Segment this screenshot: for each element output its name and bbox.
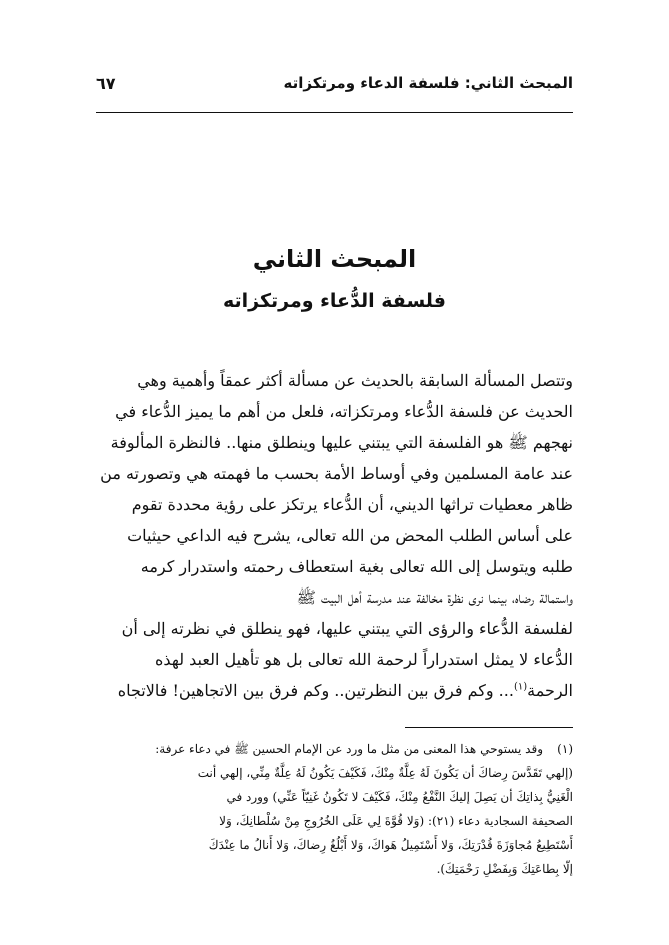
body-line: واستمالة رضاه، بينما نرى نظرة مخالفة عند مدرسة أهل البيت ﷺ [296, 588, 573, 607]
body-line: نهجهم ﷺ هو الفلسفة التي يبتني عليها وينطلق منها.. فالنظرة المألوفة [110, 433, 573, 452]
footnote-line: إلّا بِطاعَتِكَ وَبِفَضْلِ رَحْمَتِكَ). [436, 862, 573, 876]
body-line: لفلسفة الدُّعاء والرؤى التي يبتني عليها، فهو ينطلق في نظرته إلى أن [121, 619, 573, 638]
body-line: الدُّعاء لا يمثل استدراراً لرحمة الله تعالى بل هو تأهيل العبد لهذه [155, 650, 573, 669]
footnote-divider [405, 727, 573, 728]
running-header-title: المبحث الثاني: فلسفة الدعاء ومرتكزاته [283, 74, 573, 92]
footnote-marker: (١) [557, 742, 573, 756]
footnote-line [96, 737, 573, 761]
footnote-line: (إلهي تَقَدَّسَ رِضاكَ أن يَكُونَ لَهُ عِلَّةٌ مِنْكَ، فَكَيْفَ يَكُونُ لَهُ عِلَّةٌ مِنِّي، إلهي أنت [197, 766, 573, 780]
body-line: وتتصل المسألة السابقة بالحديث عن مسألة أكثر عمقاً وأهمية وهي [137, 371, 573, 390]
body-line: الحديث عن فلسفة الدُّعاء ومرتكزاته، فلعل من أهم ما يميز الدُّعاء في [115, 402, 573, 421]
body-line: عند عامة المسلمين وفي أوساط الأمة بحسب ما فهمته هي وتصورته من [100, 464, 573, 483]
body-line: طلبه ويتوسل إلى الله تعالى بغية استعطاف رحمته واستدرار كرمه [140, 557, 573, 576]
body-line-last [96, 675, 573, 706]
body-line-last-start: الرحمة [527, 681, 573, 700]
footnote-line-text: وقد يستوحي هذا المعنى من مثل ما ورد عن الإمام الحسين ﷺ في دعاء عرفة: [155, 742, 543, 756]
header-divider [96, 112, 573, 113]
chapter-heading: المبحث الثاني [252, 245, 417, 273]
body-line: على أساس الطلب المحض من الله تعالى، يشرح فيه الداعي حيثيات [127, 526, 573, 545]
footnote-line: أَسْتَطِيعُ مُجاوَزَةَ قُدْرَتِكَ، وَلا أَسْتَمِيلُ هَواكَ، وَلا أَبْلُغُ رِضاكَ، وَلا أَنالُ ما عِنْدَكَ [208, 838, 573, 852]
page-number: ٦٧ [96, 74, 116, 93]
footnote [96, 737, 573, 881]
running-header [96, 70, 573, 98]
footnote-line: الصحيفة السجادية دعاء (٢١): (وَلا قُوَّةَ لِي عَلَى الخُرُوجِ مِنْ سُلْطانِكَ، وَلا [219, 814, 573, 828]
chapter-subtitle: فلسفة الدُّعاء ومرتكزاته [223, 290, 446, 312]
body-paragraph [96, 365, 573, 706]
footnote-reference[interactable]: (١) [513, 681, 528, 693]
footnote-line: الْغَنِيُّ بِذاتِكَ أن يَصِلَ إليكَ النَّفْعُ مِنْكَ، فَكَيْفَ لا تَكُونُ غَنِيّاً عَنِّي) وورد في [226, 790, 573, 804]
body-line-last-end: ... وكم فرق بين النظرتين.. وكم فرق بين الاتجاهين! فالاتجاه [117, 681, 514, 700]
body-line: ظاهر معطيات تراثها الديني، أن الدُّعاء يرتكز على رؤية محددة تقوم [131, 495, 573, 514]
